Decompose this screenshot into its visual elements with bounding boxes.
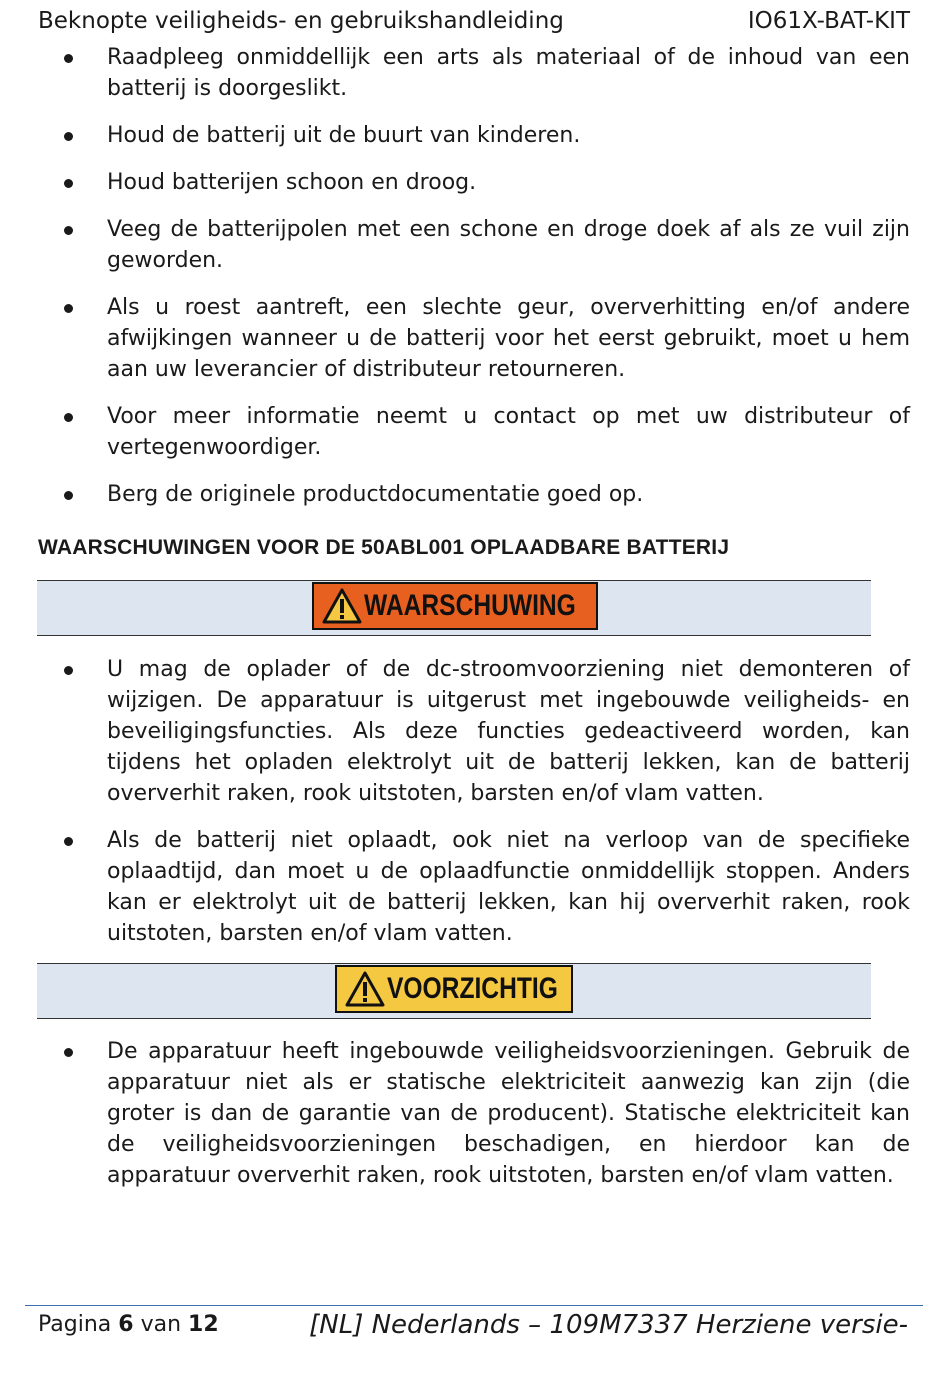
- page-number: 6: [118, 1312, 134, 1337]
- warning-bullet-list: [38, 654, 910, 965]
- list-item-text: Houd batterijen schoon en droog.: [107, 170, 477, 195]
- intro-bullet-list: [38, 42, 910, 526]
- warning-banner: [37, 580, 871, 636]
- list-item-text: Voor meer informatie neemt u contact op met uw distributeur of vertegenwoordiger.: [107, 404, 910, 460]
- section-heading: WAARSCHUWINGEN VOOR DE 50ABL001 OPLAADBARE BATTERIJ: [38, 536, 730, 559]
- list-item: [38, 479, 910, 510]
- caution-label: [335, 965, 573, 1013]
- bullet-icon: [64, 837, 73, 846]
- caution-banner: [37, 963, 871, 1019]
- list-item-text: Raadpleeg onmiddellijk een arts als materiaal of de inhoud van een batterij is doorgeslikt.: [107, 45, 910, 101]
- list-item-text: U mag de oplader of de dc-stroomvoorziening niet demonteren of wijzigen. De apparatuur is uitgerust met ingebouwde veiligheids- en beveiligingsfuncties. Als deze functies gedeactiveerd worden, kan tijdens het opladen elektrolyt uit de batterij lekken, kan de batterij oververhit raken, rook uitstoten, barsten en/of vlam vatten.: [107, 657, 910, 806]
- list-item: [38, 120, 910, 151]
- list-item: [38, 292, 910, 385]
- page-indicator: [38, 1312, 219, 1337]
- list-item-text: Veeg de batterijpolen met een schone en droge doek af als ze vuil zijn geworden.: [107, 217, 910, 273]
- document-title: Beknopte veiligheids- en gebruikshandleiding: [38, 8, 564, 34]
- list-item-text: Als de batterij niet oplaadt, ook niet na verloop van de specifieke oplaadtijd, dan moet u de oplaadfunctie onmiddellijk stoppen. Anders kan er elektrolyt uit de batterij lekken, kan hij oververhit raken, rook uitstoten, barsten en/of vlam vatten.: [107, 828, 910, 946]
- list-item: [38, 1036, 910, 1191]
- bullet-icon: [64, 132, 73, 141]
- list-item: [38, 167, 910, 198]
- caution-label-text: VOORZICHTIG: [387, 972, 558, 1005]
- warning-triangle-icon: [345, 971, 385, 1007]
- list-item: [38, 654, 910, 809]
- list-item: [38, 214, 910, 276]
- bullet-icon: [64, 413, 73, 422]
- list-item-text: Berg de originele productdocumentatie goed op.: [107, 482, 644, 507]
- list-item-text: De apparatuur heeft ingebouwde veiligheidsvoorzieningen. Gebruik de apparatuur niet als er statische elektriciteit aanwezig kan zijn (die groter is dan de garantie van de producent). Statische elektriciteit kan de veiligheidsvoorzieningen beschadigen, en hierdoor kan de apparatuur oververhit raken, rook uitstoten, barsten en/of vlam vatten.: [107, 1039, 910, 1188]
- bullet-icon: [64, 666, 73, 675]
- list-item: [38, 825, 910, 949]
- list-item: [38, 401, 910, 463]
- page-word: Pagina: [38, 1312, 112, 1337]
- bullet-icon: [64, 491, 73, 500]
- of-word: van: [140, 1312, 182, 1337]
- document-code: IO61X-BAT-KIT: [747, 8, 910, 34]
- bullet-icon: [64, 179, 73, 188]
- bullet-icon: [64, 226, 73, 235]
- list-item: [38, 42, 910, 104]
- list-item-text: Als u roest aantreft, een slechte geur, oververhitting en/of andere afwijkingen wanneer u de batterij voor het eerst gebruikt, moet u hem aan uw leverancier of distributeur retourneren.: [107, 295, 910, 382]
- footer-document-info: [NL] Nederlands – 109M7337 Herziene versie-: [309, 1310, 908, 1340]
- caution-bullet-list: [38, 1036, 910, 1207]
- bullet-icon: [64, 54, 73, 63]
- warning-label-text: WAARSCHUWING: [364, 589, 576, 622]
- warning-label: [312, 582, 598, 630]
- page-total: 12: [188, 1312, 219, 1337]
- bullet-icon: [64, 1048, 73, 1057]
- bullet-icon: [64, 304, 73, 313]
- list-item-text: Houd de batterij uit de buurt van kinderen.: [107, 123, 581, 148]
- footer-divider: [25, 1305, 923, 1306]
- warning-triangle-icon: [322, 588, 362, 624]
